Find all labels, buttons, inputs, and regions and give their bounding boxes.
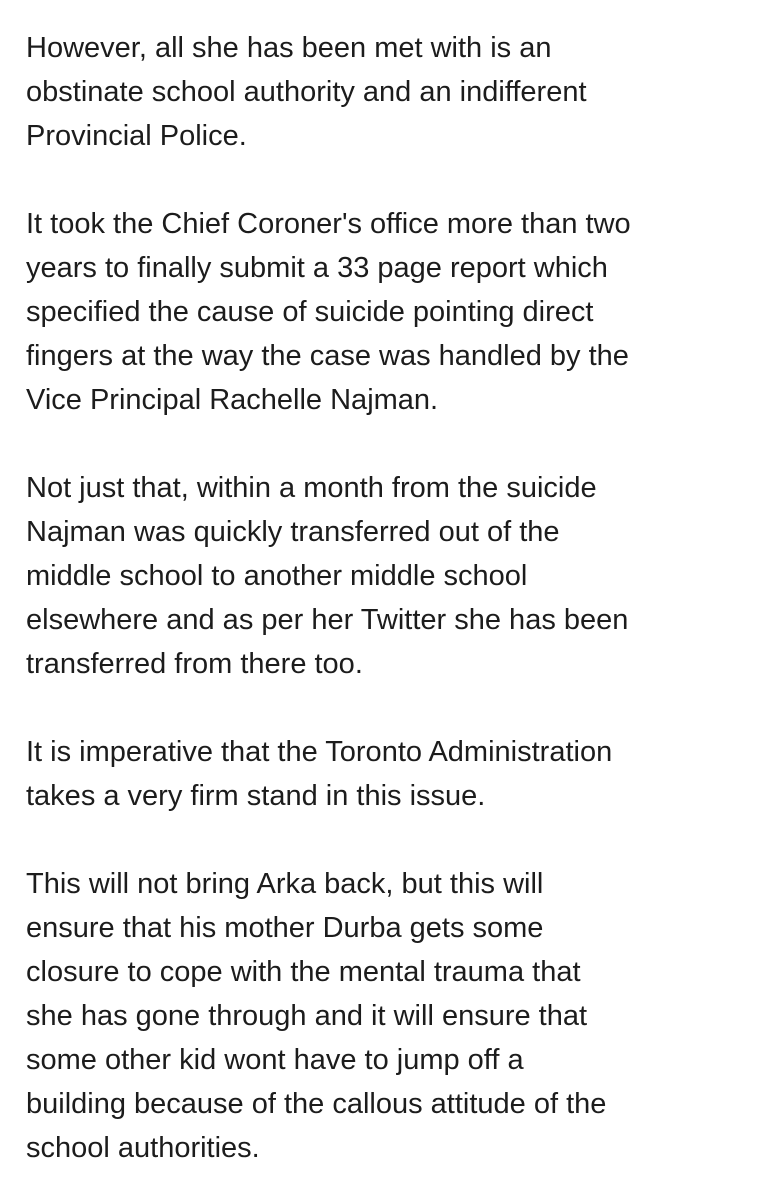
text-line: It is imperative that the Toronto Administration xyxy=(26,736,613,768)
text-line: fingers at the way the case was handled by the xyxy=(26,340,629,372)
paragraph-4 xyxy=(26,730,746,818)
paragraph-5 xyxy=(26,862,746,1170)
text-line: obstinate school authority and an indifferent xyxy=(26,76,587,108)
text-line: Najman was quickly transferred out of the xyxy=(26,516,560,548)
text-line: Not just that, within a month from the suicide xyxy=(26,472,597,504)
text-line: This will not bring Arka back, but this will xyxy=(26,868,544,900)
text-line: However, all she has been met with is an xyxy=(26,32,552,64)
text-line: Vice Principal Rachelle Najman. xyxy=(26,384,439,416)
paragraph-3 xyxy=(26,466,746,686)
text-line: school authorities. xyxy=(26,1132,260,1164)
paragraph-1 xyxy=(26,26,746,158)
text-line: It took the Chief Coroner's office more than two xyxy=(26,208,631,240)
text-line: ensure that his mother Durba gets some xyxy=(26,912,544,944)
text-line: specified the cause of suicide pointing direct xyxy=(26,296,594,328)
text-line: she has gone through and it will ensure that xyxy=(26,1000,588,1032)
text-line: elsewhere and as per her Twitter she has been xyxy=(26,604,629,636)
paragraph-2 xyxy=(26,202,746,422)
text-line: closure to cope with the mental trauma that xyxy=(26,956,581,988)
text-line: building because of the callous attitude of the xyxy=(26,1088,607,1120)
text-line: years to finally submit a 33 page report which xyxy=(26,252,608,284)
text-line: some other kid wont have to jump off a xyxy=(26,1044,524,1076)
text-line: takes a very firm stand in this issue. xyxy=(26,780,486,812)
text-line: Provincial Police. xyxy=(26,120,247,152)
text-line: transferred from there too. xyxy=(26,648,363,680)
text-line: middle school to another middle school xyxy=(26,560,528,592)
